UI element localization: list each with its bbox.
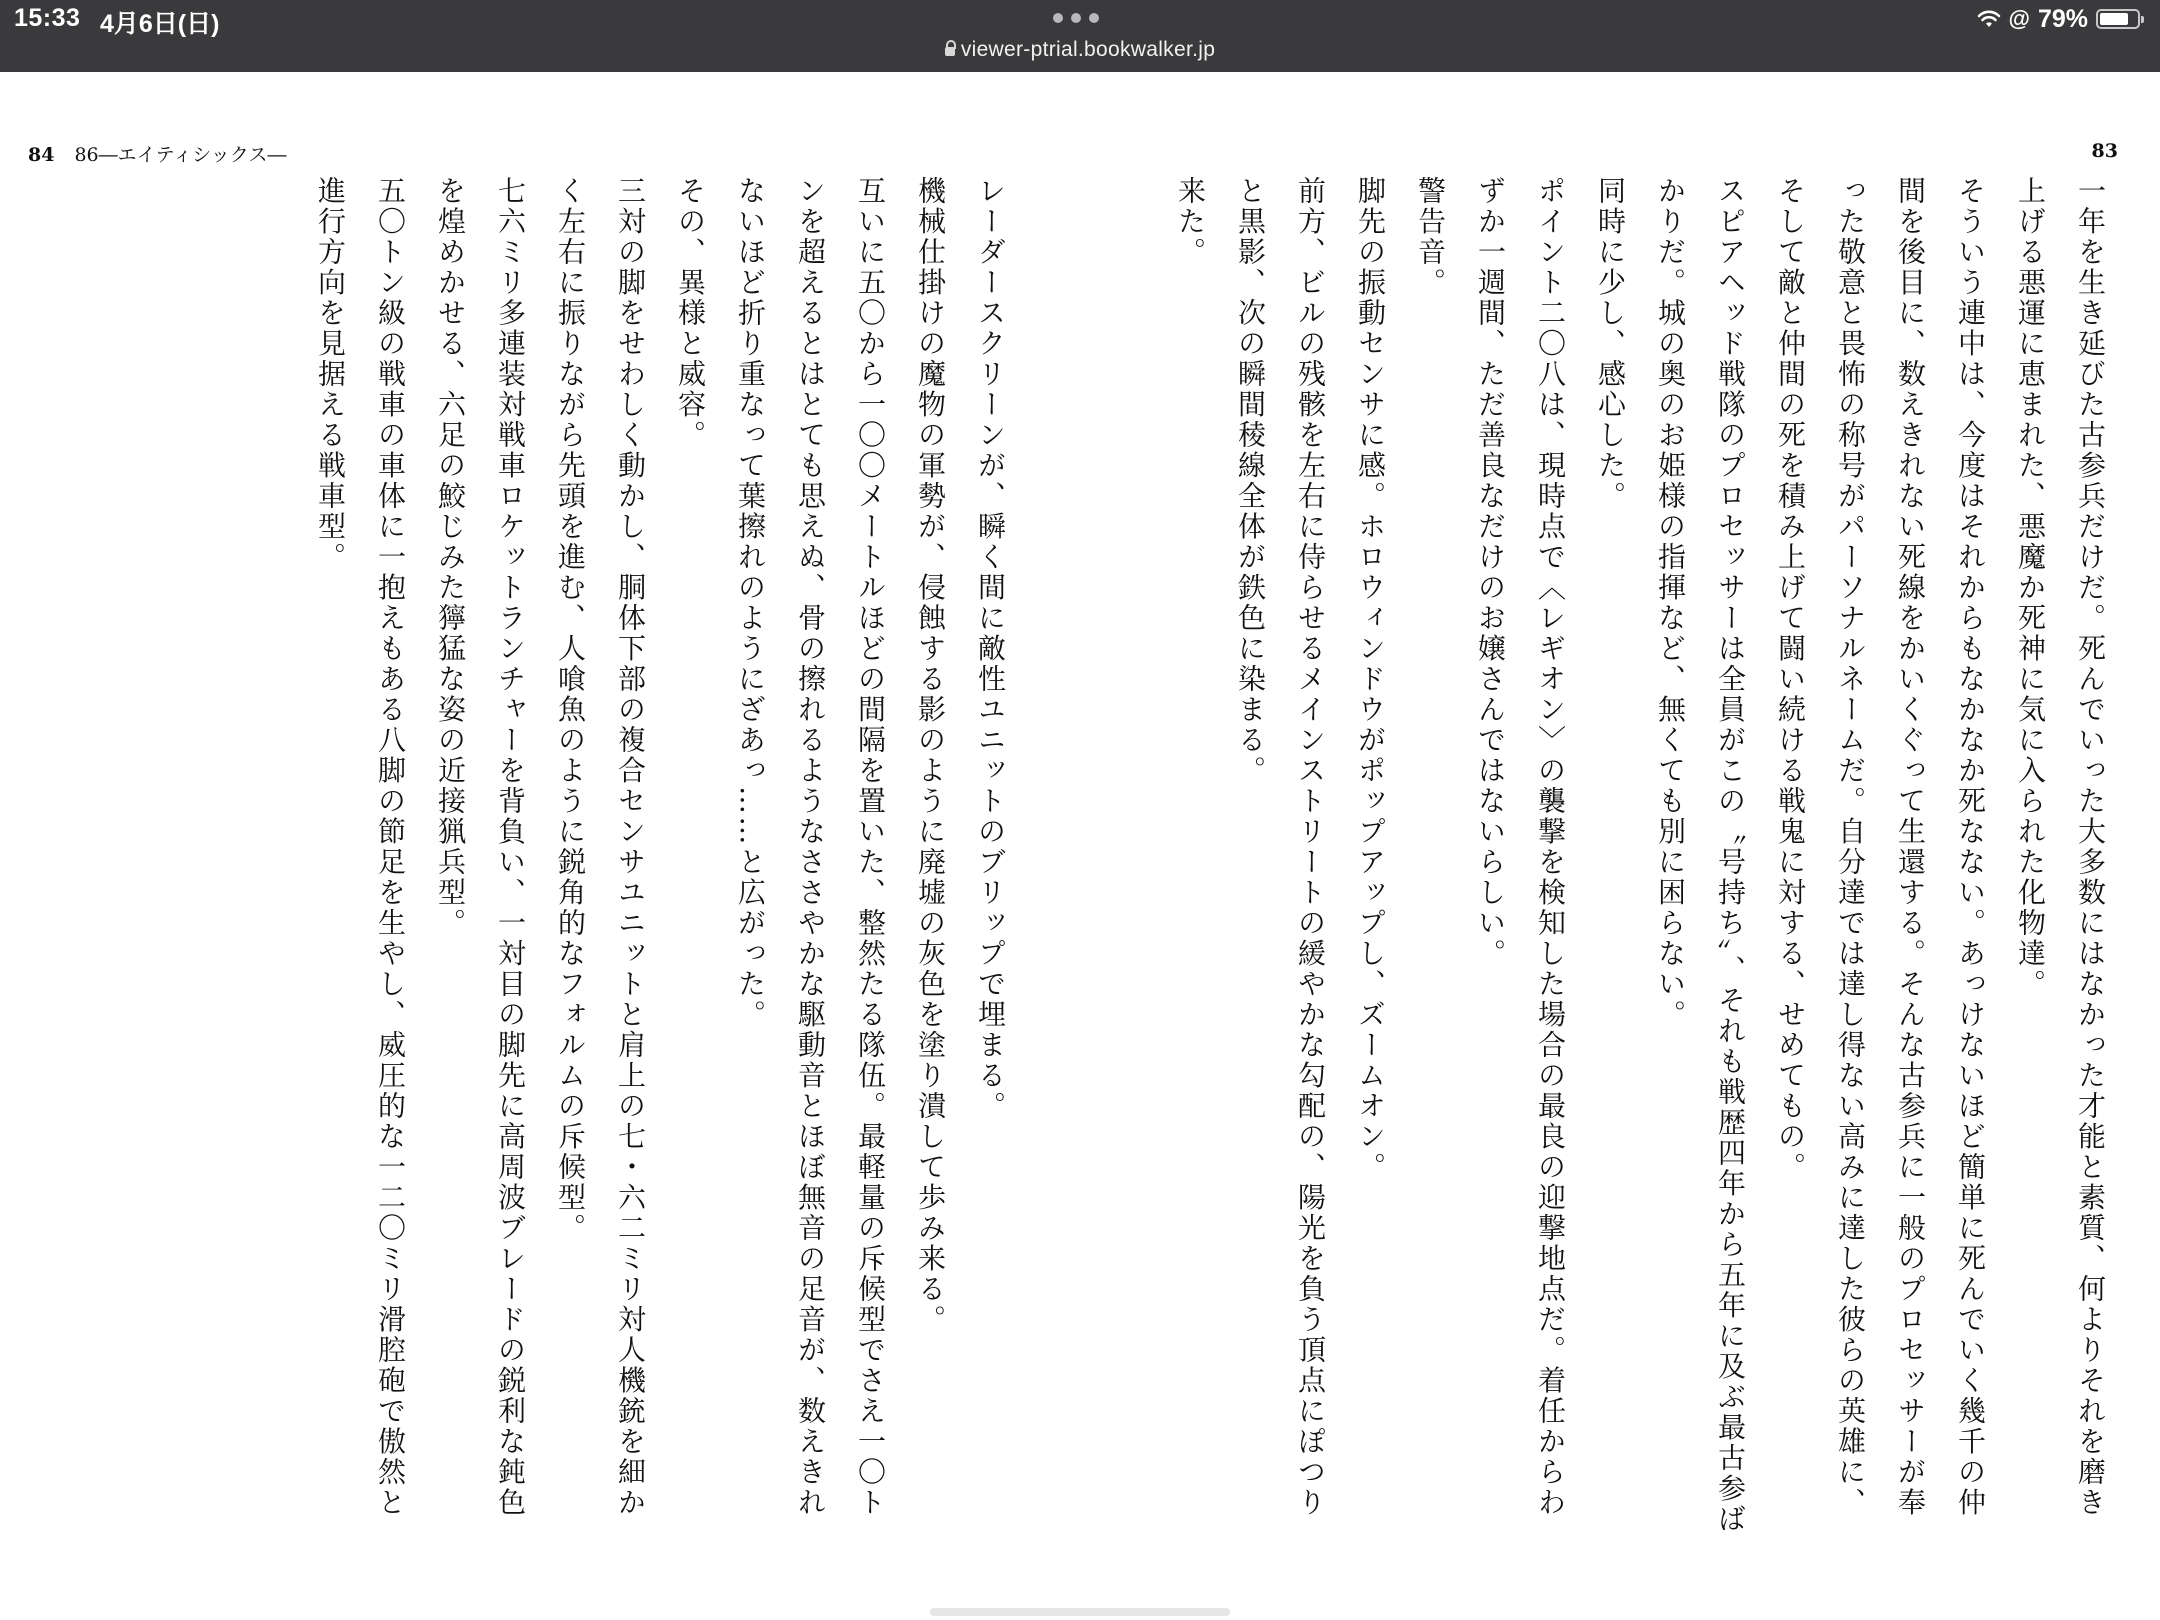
paragraph: 互いに五〇から一〇〇メートルほどの間隔を置いた、整然たる隊伍。最軽量の斥候型でさえ一〇トンを超えるとはとても思えぬ、骨の擦れるようなささやかな駆動音とほぼ無音の足音が、数えきれないほど折り重なって葉擦れのようにざあっ……と広がった。 bbox=[734, 176, 887, 1518]
paragraph: ポイント二〇八は、現時点で〈レギオン〉の襲撃を検知した場合の最良の迎撃地点だ。着任からわずか一週間、ただ善良なだけのお嬢さんではないらしい。 bbox=[1474, 176, 1567, 1518]
paragraph: 機械仕掛けの魔物の軍勢が、侵蝕する影のように廃墟の灰色を塗り潰して歩み来る。 bbox=[914, 176, 947, 1335]
paragraph: レーダースクリーンが、瞬く間に敵性ユニットのブリップで埋まる。 bbox=[974, 176, 1007, 1122]
paragraph: そういう連中は、今度はそれからもなかなか死なない。あっけないほど簡単に死んでいく幾千の仲間を後目に、数えきれない死線をかいくぐって生還する。そんな古参兵に一般のプロセッサーが奉った敬意と畏怖の称号がパーソナルネームだ。自分達では達し得ない高みに達した彼らの英雄に、そして敵と仲間の死を積み上げて闘い続ける戦鬼に対する、せめてもの。 bbox=[1774, 176, 1987, 1518]
multitasking-dots-icon[interactable] bbox=[1053, 8, 1107, 28]
address-url: viewer-ptrial.bookwalker.jp bbox=[960, 38, 1216, 61]
right-page-number: 83 bbox=[2091, 140, 2118, 162]
running-head: 86―エイティシックス― bbox=[74, 144, 287, 166]
address-bar[interactable] bbox=[0, 38, 2160, 62]
paragraph: 脚先の振動センサに感。ホロウィンドウがポップアップし、ズームオン。 bbox=[1354, 176, 1387, 1183]
paragraph: 同時に少し、感心した。 bbox=[1594, 176, 1627, 512]
right-page-text[interactable] bbox=[1172, 176, 2120, 1536]
left-page-number: 84 bbox=[28, 144, 55, 166]
status-date: 4月6日(日) bbox=[100, 10, 220, 38]
paragraph: 一年を生き延びた古参兵だけだ。死んでいった大多数にはなかった才能と素質、何よりそれを磨き上げる悪運に恵まれた、悪魔か死神に気に入られた化物達。 bbox=[2014, 176, 2107, 1518]
left-page-header bbox=[28, 140, 287, 167]
home-indicator[interactable] bbox=[930, 1608, 1230, 1616]
orientation-lock-icon: @ bbox=[2008, 6, 2030, 31]
status-bar bbox=[0, 0, 2160, 72]
wifi-icon bbox=[1977, 9, 2001, 29]
paragraph: スピアヘッド戦隊のプロセッサーは全員がこの〝号持ち〟、それも戦歴四年から五年に及ぶ最古参ばかりだ。城の奥のお姫様の指揮など、無くても別に困らない。 bbox=[1654, 176, 1747, 1535]
paragraph: 七六ミリ多連装対戦車ロケットランチャーを背負い、一対目の脚先に高周波ブレードの鋭利な鈍色を煌めかせる、六足の鮫じみた獰猛な姿の近接猟兵型。 bbox=[434, 176, 527, 1518]
paragraph: 五〇トン級の戦車の車体に一抱えもある八脚の節足を生やし、威圧的な一二〇ミリ滑腔砲で傲然と進行方向を見据える戦車型。 bbox=[314, 176, 407, 1518]
status-indicators bbox=[1977, 4, 2141, 34]
paragraph: 来た。 bbox=[1174, 176, 1207, 268]
paragraph: その、異様と威容。 bbox=[674, 176, 707, 451]
paragraph: 三対の脚をせわしく動かし、胴体下部の複合センサユニットと肩上の七・六二ミリ対人機銃を細かく左右に振りながら先頭を進む、人喰魚のように鋭角的なフォルムの斥候型。 bbox=[554, 176, 647, 1518]
paragraph: 前方、ビルの残骸を左右に侍らせるメインストリートの緩やかな勾配の、陽光を負う頂点にぽつりと黒影、次の瞬間稜線全体が鉄色に染まる。 bbox=[1234, 176, 1327, 1518]
lock-icon bbox=[945, 47, 955, 56]
left-page-text[interactable] bbox=[314, 176, 1020, 1536]
status-time: 15:33 bbox=[14, 4, 81, 32]
battery-percent: 79% bbox=[2037, 4, 2088, 33]
paragraph: 警告音。 bbox=[1414, 176, 1447, 298]
battery-icon bbox=[2096, 9, 2140, 29]
